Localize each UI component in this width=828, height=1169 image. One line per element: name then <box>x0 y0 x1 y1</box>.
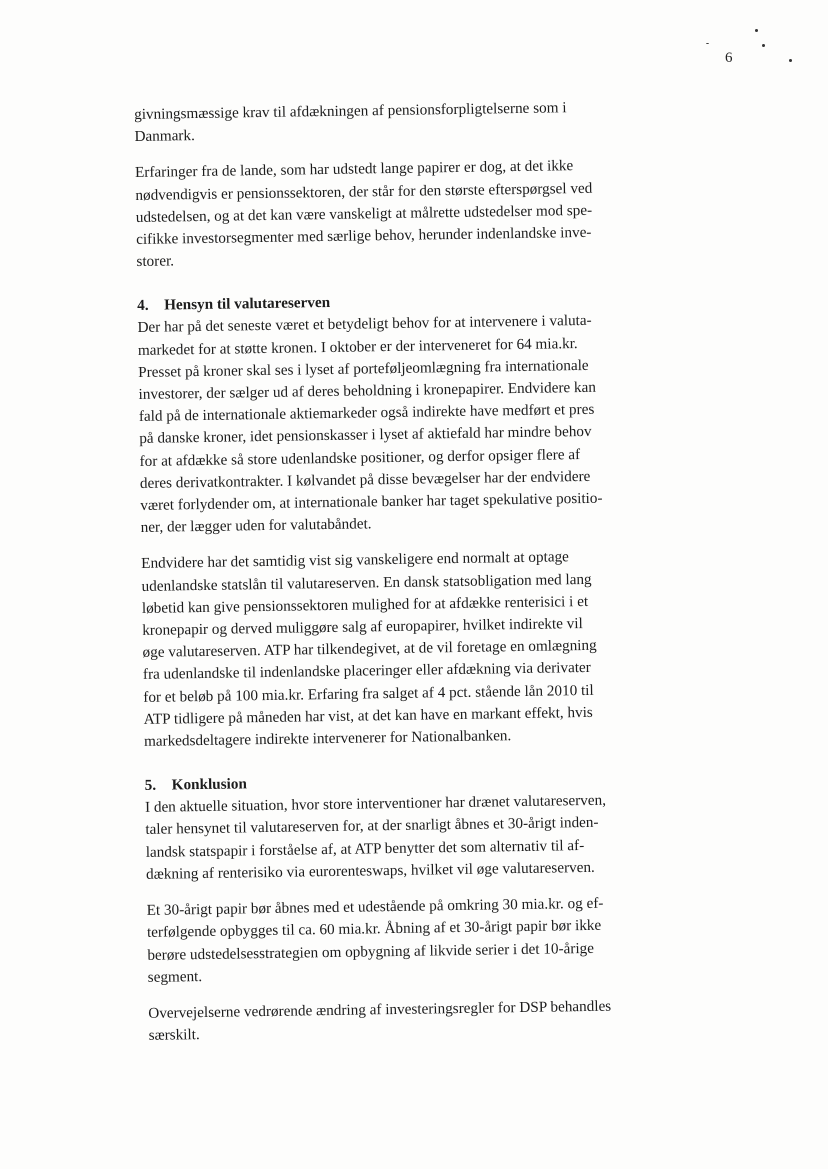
text-line: Der har på det seneste været et betydeligt behov for at intervenere i valuta- <box>137 312 592 337</box>
text-line: udstedelsen, og at det kan være vanskeligt at målrette udstedelser mod spe- <box>135 201 593 226</box>
section-number: 5. <box>144 777 157 795</box>
section-number: 4. <box>137 297 149 315</box>
text-line: Danmark. <box>134 127 195 146</box>
text-line: nødvendigvis er pensionssektoren, der står for den største efterspørgsel ved <box>135 179 593 204</box>
text-line: terfølgende opbygges til ca. 60 mia.kr. Åbning af et 30-årigt papir bør ikke <box>146 917 602 942</box>
text-line: kronepapir og derved muliggøre salg af europapirer, hvilket indirekte vil <box>142 615 583 639</box>
text-line: markedet for at støtte kronen. I oktober er der interveneret for 64 mia.kr. <box>137 334 578 359</box>
section-title: Hensyn til valutareserven <box>164 294 331 314</box>
text-line: investorer, der sælger ud af deres beholdning i kronepapirer. Endvidere kan <box>138 378 597 403</box>
text-line: givningsmæssige krav til afdækningen af pensionsforpligtelserne som i <box>134 99 567 123</box>
text-line: segment. <box>147 967 203 986</box>
text-line: markedsdeltagere indirekte intervenerer for Nationalbanken. <box>143 727 512 750</box>
text-line: øge valutareserven. ATP har tilkendegivet, at de vil foretage en omlægning <box>142 637 597 662</box>
text-line: storer. <box>136 252 175 271</box>
document-body <box>134 96 679 1062</box>
text-line: fra udenlandske til indenlandske placeringer eller afdækning via derivater <box>142 659 591 684</box>
scan-speck <box>706 43 709 44</box>
text-line: særskilt. <box>148 1026 200 1044</box>
text-line: udenlandske statslån til valutareserven. En dansk statsobligation med lang <box>141 570 592 595</box>
text-line: Presset på kroner skal ses i lyset af porteføljeomlægning fra internationale <box>138 356 589 381</box>
text-line: deres derivatkontrakter. I kølvandet på disse bevægelser har der endvidere <box>139 467 591 492</box>
text-line: Et 30-årigt papir bør åbnes med et udestående på omkring 30 mia.kr. og ef- <box>146 894 604 919</box>
text-line: Erfaringer fra de lande, som har udstedt lange papirer er dog, at det ikke <box>134 157 574 182</box>
text-line: for et beløb på 100 mia.kr. Erfaring fra salget af 4 pct. stående lån 2010 til <box>143 681 594 706</box>
section-title: Konklusion <box>171 775 247 794</box>
paragraph <box>148 994 679 1047</box>
section-konklusion <box>145 767 679 1047</box>
text-line: ATP tidligere på måneden har vist, at det kan have en markant effekt, hvis <box>143 703 593 728</box>
text-line: Overvejelserne vedrørende ændring af investeringsregler for DSP behandles <box>148 997 612 1022</box>
scan-speck <box>789 59 792 62</box>
text-line: taler hensynet til valutareserven for, at der snarligt åbnes et 30-årigt inden- <box>145 814 599 839</box>
text-line: løbetid kan give pensionssektoren mulighed for at afdække renterisici i et <box>141 592 589 617</box>
paragraph <box>134 96 665 149</box>
paragraph <box>137 309 670 539</box>
intro-section <box>134 96 667 274</box>
text-line: dækning af renterisiko via eurorenteswaps, hvilket vil øge valutareserven. <box>145 858 595 883</box>
text-line: Endvidere har det samtidig vist sig vanskeligere end normalt at optage <box>141 548 569 573</box>
text-line: cifikke investorsegmenter med særlige behov, herunder indenlandske inve- <box>135 223 592 248</box>
paragraph <box>147 892 678 989</box>
text-line: været forlydender om, at internationale banker har taget spekulative positio- <box>140 489 603 514</box>
text-line: ner, der lægger uden for valutabåndet. <box>140 515 372 537</box>
paragraph <box>141 545 674 753</box>
text-line: berøre udstedelsesstrategien om opbygning af likvide serier i det 10-årige <box>147 939 595 964</box>
text-line: fald på de internationale aktiemarkeder også indirekte have medført et pres <box>138 401 595 426</box>
page-number: 6 <box>725 50 733 66</box>
text-line: for at afdække så store udenlandske positioner, og derfor opsiger flere af <box>139 445 581 470</box>
text-line: landsk statspapir i forståelse af, at ATP benytter det som alternativ til af- <box>145 836 585 861</box>
text-line: på danske kroner, idet pensionskasser i lyset af aktiefald har mindre behov <box>139 423 592 448</box>
text-line: I den aktuelle situation, hvor store interventioner har drænet valutareserven, <box>144 791 607 817</box>
paragraph <box>135 154 667 273</box>
scan-speck <box>762 44 765 47</box>
scan-speck <box>755 29 758 32</box>
section-valutareserve <box>137 287 674 753</box>
paragraph <box>145 789 676 886</box>
